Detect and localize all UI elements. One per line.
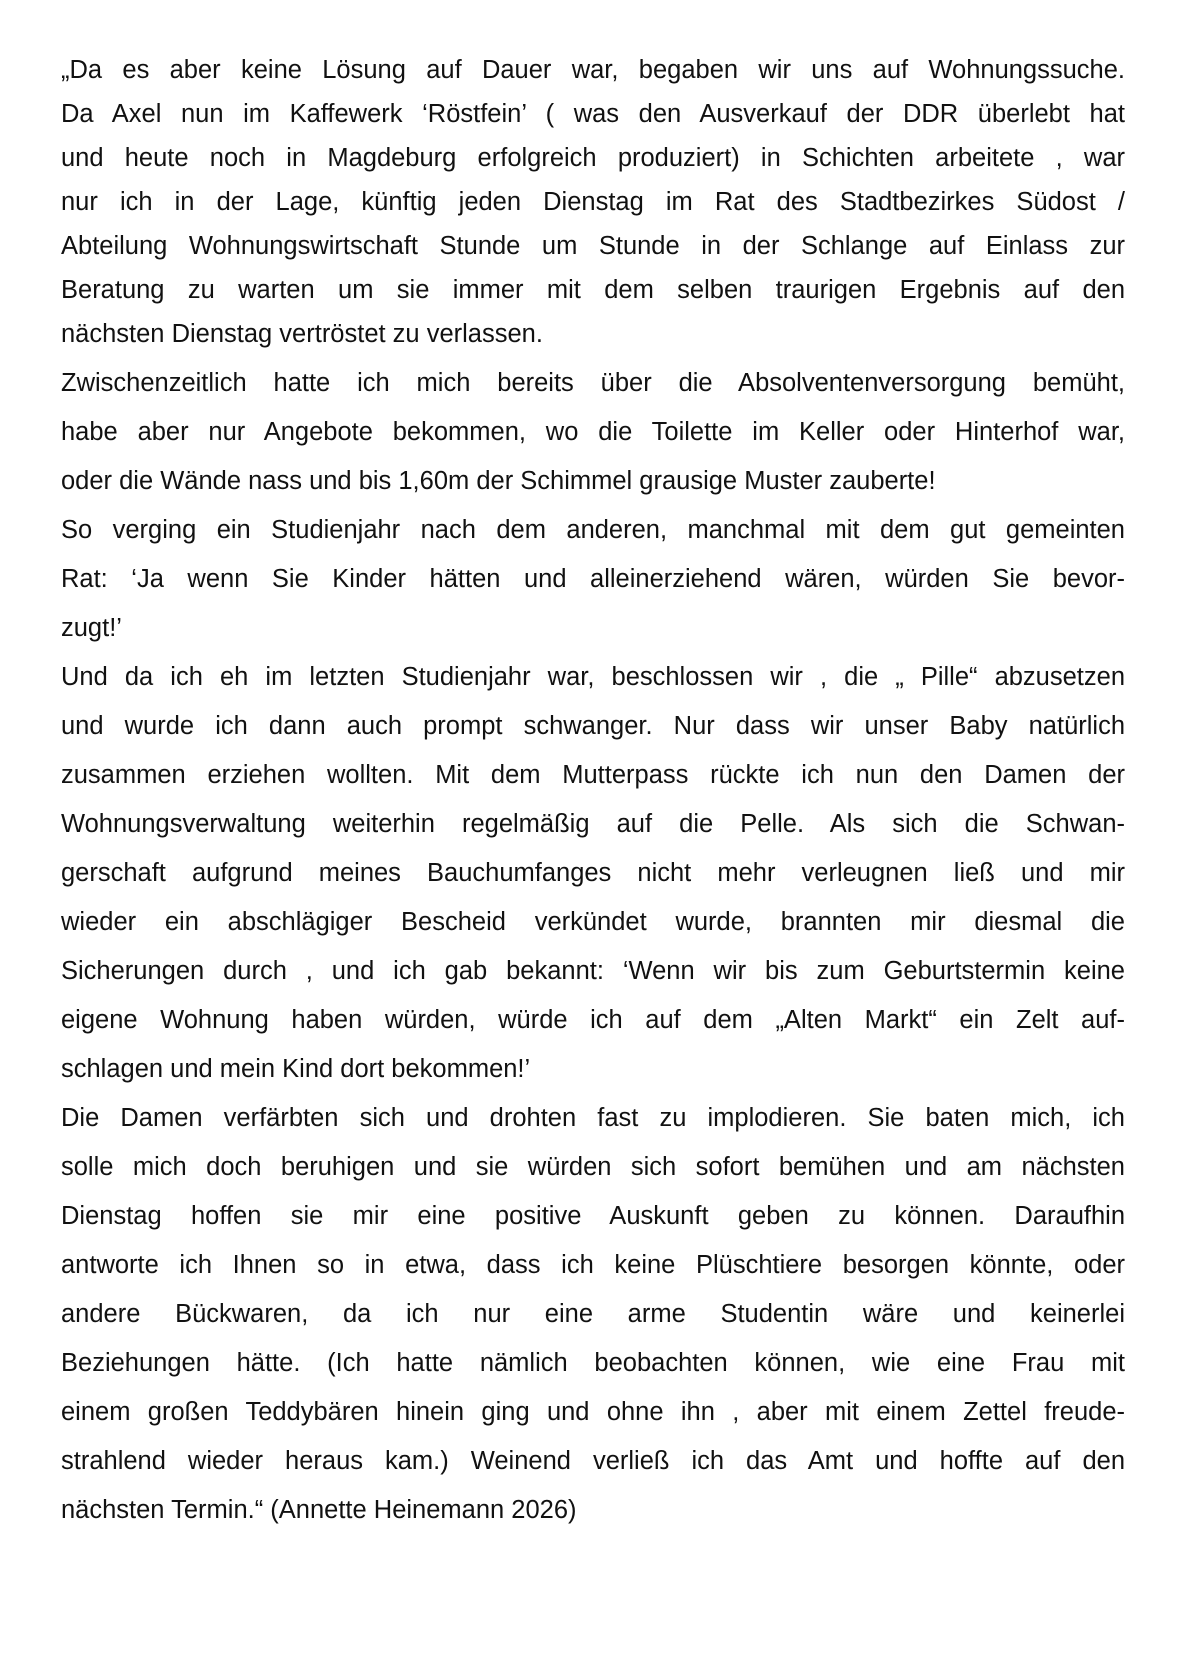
text-line: Beziehungen hätte. (Ich hatte nämlich beobachten können, wie eine Frau mit <box>61 1349 1125 1377</box>
text-line: andere Bückwaren, da ich nur eine arme Studentin wäre und keinerlei <box>61 1300 1125 1328</box>
text-line: Da Axel nun im Kaffewerk ‘Röstfein’ ( was den Ausverkauf der DDR überlebt hat <box>61 100 1125 128</box>
text-line: Die Damen verfärbten sich und drohten fast zu implodieren. Sie baten mich, ich <box>61 1104 1125 1132</box>
text-line: Dienstag hoffen sie mir eine positive Auskunft geben zu können. Daraufhin <box>61 1202 1125 1230</box>
text-line: So verging ein Studienjahr nach dem anderen, manchmal mit dem gut gemeinten <box>61 516 1125 544</box>
text-line: schlagen und mein Kind dort bekommen!’ <box>61 1055 531 1083</box>
text-line: Wohnungsverwaltung weiterhin regelmäßig auf die Pelle. Als sich die Schwan- <box>61 810 1125 838</box>
text-line: gerschaft aufgrund meines Bauchumfanges nicht mehr verleugnen ließ und mir <box>61 859 1125 887</box>
text-line: „Da es aber keine Lösung auf Dauer war, begaben wir uns auf Wohnungssuche. <box>61 56 1125 84</box>
text-line: strahlend wieder heraus kam.) Weinend verließ ich das Amt und hoffte auf den <box>61 1447 1125 1475</box>
text-line: Abteilung Wohnungswirtschaft Stunde um Stunde in der Schlange auf Einlass zur <box>61 232 1125 260</box>
text-line: und heute noch in Magdeburg erfolgreich produziert) in Schichten arbeitete , war <box>61 144 1125 172</box>
text-line: einem großen Teddybären hinein ging und ohne ihn , aber mit einem Zettel freude- <box>61 1398 1125 1426</box>
text-line: solle mich doch beruhigen und sie würden sich sofort bemühen und am nächsten <box>61 1153 1125 1181</box>
text-line: nächsten Termin.“ (Annette Heinemann 2026) <box>61 1496 577 1524</box>
text-line: nächsten Dienstag vertröstet zu verlassen. <box>61 320 543 348</box>
text-line: und wurde ich dann auch prompt schwanger. Nur dass wir unser Baby natürlich <box>61 712 1125 740</box>
text-line: zugt!’ <box>61 614 122 642</box>
text-line: habe aber nur Angebote bekommen, wo die Toilette im Keller oder Hinterhof war, <box>61 418 1125 446</box>
text-line: Beratung zu warten um sie immer mit dem selben traurigen Ergebnis auf den <box>61 276 1125 304</box>
text-line: antworte ich Ihnen so in etwa, dass ich keine Plüschtiere besorgen könnte, oder <box>61 1251 1125 1279</box>
text-line: oder die Wände nass und bis 1,60m der Schimmel grausige Muster zauberte! <box>61 467 936 495</box>
text-line: nur ich in der Lage, künftig jeden Dienstag im Rat des Stadtbezirkes Südost / <box>61 188 1125 216</box>
text-line: Zwischenzeitlich hatte ich mich bereits über die Absolventenversorgung bemüht, <box>61 369 1125 397</box>
text-line: Rat: ‘Ja wenn Sie Kinder hätten und alleinerziehend wären, würden Sie bevor- <box>61 565 1125 593</box>
text-line: wieder ein abschlägiger Bescheid verkündet wurde, brannten mir diesmal die <box>61 908 1125 936</box>
text-line: Sicherungen durch , und ich gab bekannt: ‘Wenn wir bis zum Geburtstermin keine <box>61 957 1125 985</box>
text-line: Und da ich eh im letzten Studienjahr war, beschlossen wir , die „ Pille“ abzusetzen <box>61 663 1125 691</box>
text-line: eigene Wohnung haben würden, würde ich auf dem „Alten Markt“ ein Zelt auf- <box>61 1006 1125 1034</box>
text-line: zusammen erziehen wollten. Mit dem Mutterpass rückte ich nun den Damen der <box>61 761 1125 789</box>
